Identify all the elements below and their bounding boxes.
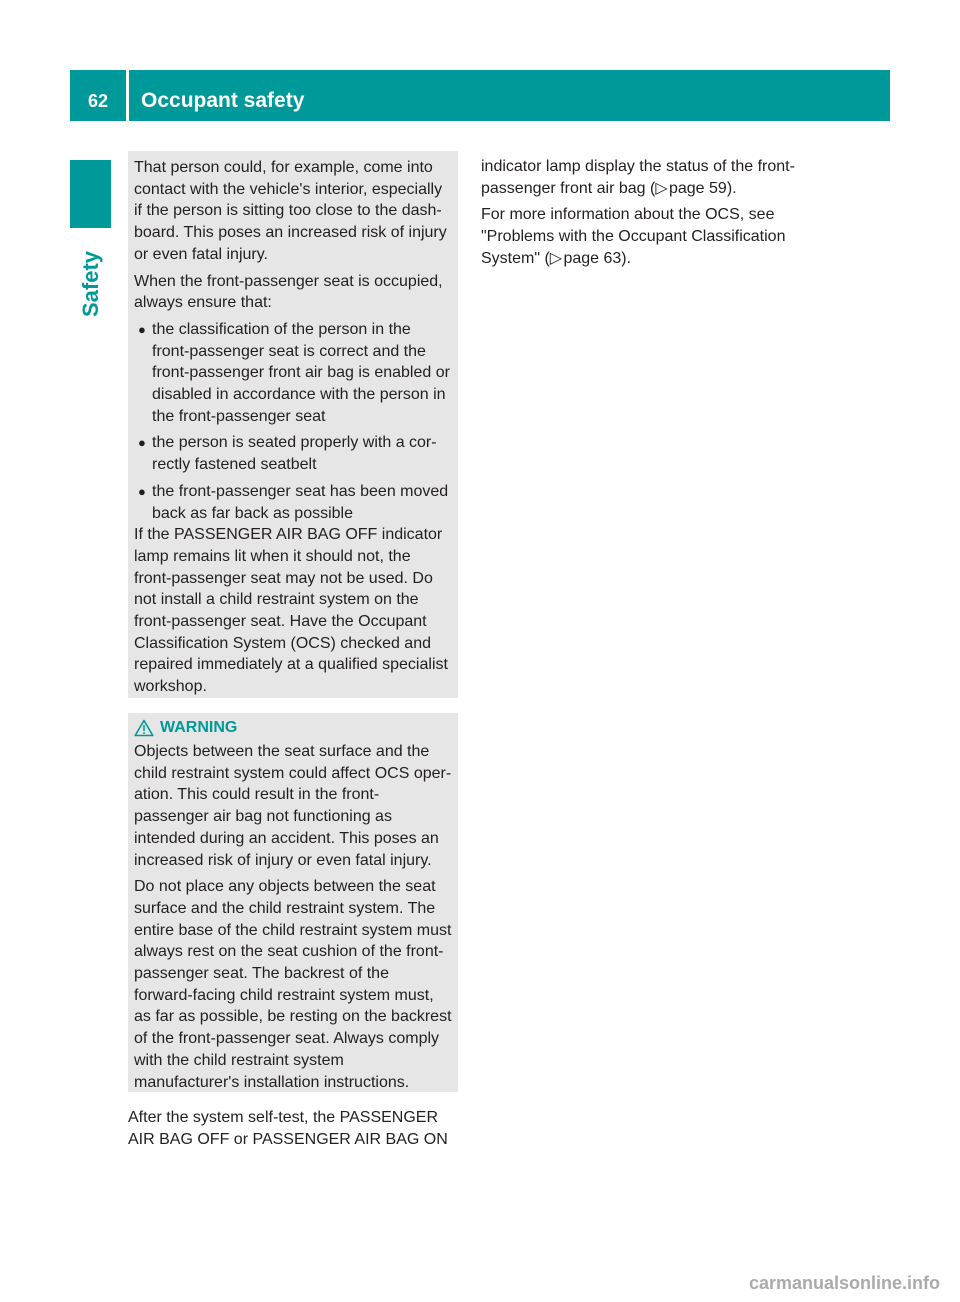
page-reference-link[interactable]: page 63 <box>563 249 622 267</box>
side-tab <box>70 234 111 334</box>
list-item <box>134 481 452 524</box>
info-paragraph-2: When the front-passenger seat is occupied, always ensure that: <box>134 272 443 312</box>
info-box-content <box>134 151 452 698</box>
warning-paragraph-2: Do not place any objects between the seat surface and the child restraint system. The entire base of the child restraint system must always rest on the seat cushion of the front-passenger seat. The backrest of the forward-facing child restraint system must, as far as possible, be resting on the backrest of the front-passenger seat. Always comply with the child restraint system manufacturer's installation instructions. <box>134 878 452 1091</box>
bullet-list <box>134 319 452 524</box>
page-ref-arrow-icon: ▷ <box>549 249 563 267</box>
warning-box <box>128 713 458 1092</box>
ocs-info-end: ). <box>621 249 632 267</box>
info-box <box>128 151 458 698</box>
warning-triangle-icon <box>134 719 154 737</box>
ocs-info-text: For more information about the OCS, see "Problems with the Occupant Classification System" ( <box>481 206 786 267</box>
list-item-text: the front-passenger seat has been moved back as far back as possible <box>152 482 449 522</box>
footer-watermark: carmanualsonline.info <box>748 1273 940 1293</box>
page-header <box>70 70 890 121</box>
warning-heading <box>134 713 452 741</box>
bullet-icon: ● <box>138 483 146 499</box>
side-tab-label: Safety <box>77 250 103 318</box>
info-paragraph-1: That person could, for example, come into contact with the vehicle's interior, especially if the person is sitting too close to the dashboard. This poses an increased risk of injury or even fatal injury. <box>134 159 447 263</box>
list-item <box>134 432 452 475</box>
side-tab-marker <box>70 160 111 228</box>
bullet-icon: ● <box>138 321 146 337</box>
page-reference-link[interactable]: page 59 <box>668 179 727 197</box>
self-test-text: After the system self-test, the PASSENGER AIR BAG OFF or PASSENGER AIR BAG ON <box>128 1109 448 1148</box>
page-ref-arrow-icon: ▷ <box>655 179 668 197</box>
indicator-status-end: ). <box>726 179 737 197</box>
body-paragraph <box>128 1107 458 1150</box>
list-item-text: the person is seated properly with a correctly fastened seatbelt <box>152 434 437 474</box>
list-item <box>134 319 452 428</box>
info-paragraph-3: If the PASSENGER AIR BAG OFF indicator lamp remains lit when it should not, the front-passenger seat may not be used. Do not install a child restraint system on the front-passenger seat. Have the Occupant Classification System (OCS) checked and repaired immediately at a qualified specialist workshop. <box>134 526 448 696</box>
list-item-text: the classification of the person in the front-passenger seat is correct and the front-passenger front air bag is enabled or disabled in accordance with the person in the front-passenger seat <box>152 320 450 425</box>
bullet-icon: ● <box>138 435 146 451</box>
warning-paragraph-1: Objects between the seat surface and the child restraint system could affect OCS operation. This could result in the front-passenger air bag not functioning as intended during an accident. This poses an increased risk of injury or even fatal injury. <box>134 743 452 869</box>
right-column <box>481 156 821 270</box>
warning-heading-text: WARNING <box>160 719 238 736</box>
chapter-title: Occupant safety <box>141 89 305 112</box>
page-number: 62 <box>87 91 109 111</box>
warning-box-content <box>134 713 452 1093</box>
ocs-info-paragraph <box>481 204 821 269</box>
header-divider <box>126 70 129 121</box>
indicator-status-text: indicator lamp display the status of the front-passenger front air bag ( <box>481 158 795 197</box>
indicator-status-paragraph <box>481 156 821 199</box>
